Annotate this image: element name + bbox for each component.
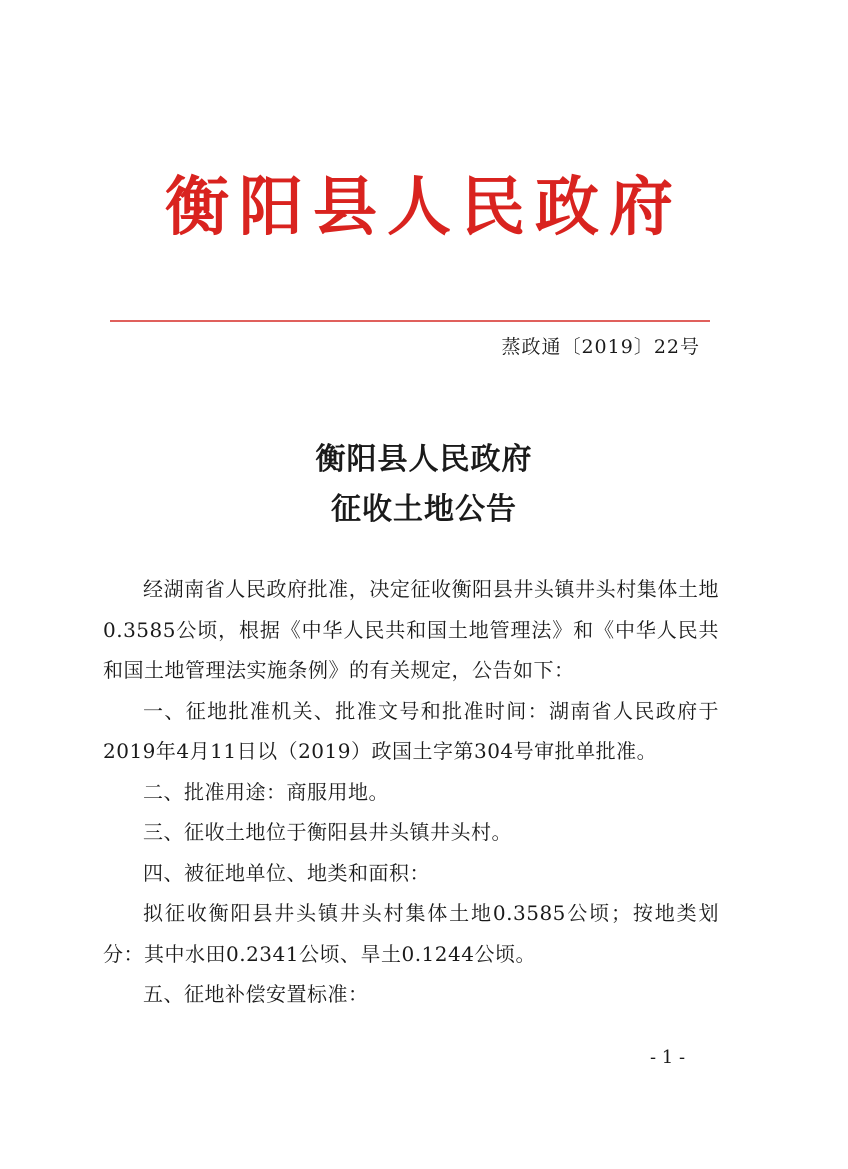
body-paragraph-intro: 经湖南省人民政府批准，决定征收衡阳县井头镇井头村集体土地0.3585公顷，根据《中华人民共和国土地管理法》和《中华人民共和国土地管理法实施条例》的有关规定，公告如下： bbox=[103, 577, 719, 682]
body-paragraph-approval: 一、征地批准机关、批准文号和批准时间：湖南省人民政府于2019年4月11日以（2019）政国土字第304号审批单批准。 bbox=[103, 698, 719, 763]
body-paragraph-usage: 二、批准用途：商服用地。 bbox=[143, 779, 389, 804]
document-title-line-2: 征收土地公告 bbox=[331, 492, 517, 527]
document-number: 蒸政通〔2019〕22号 bbox=[501, 336, 700, 358]
body-paragraph-compensation-heading: 五、征地补偿安置标准： bbox=[143, 982, 369, 1006]
announcement-body bbox=[103, 569, 719, 1015]
issuing-authority-header: 衡阳县人民政府 bbox=[165, 171, 683, 245]
red-divider-line bbox=[110, 320, 710, 322]
body-paragraph-land-types-heading: 四、被征地单位、地类和面积： bbox=[143, 860, 430, 885]
body-paragraph-location: 三、征收土地位于衡阳县井头镇井头村。 bbox=[143, 820, 512, 844]
body-paragraph-land-types: 拟征收衡阳县井头镇井头村集体土地0.3585公顷；按地类划分：其中水田0.2341公顷、旱土0.1244公顷。 bbox=[103, 901, 719, 966]
page-number: - 1 - bbox=[650, 1047, 686, 1068]
document-title-line-1: 衡阳县人民政府 bbox=[315, 442, 533, 477]
